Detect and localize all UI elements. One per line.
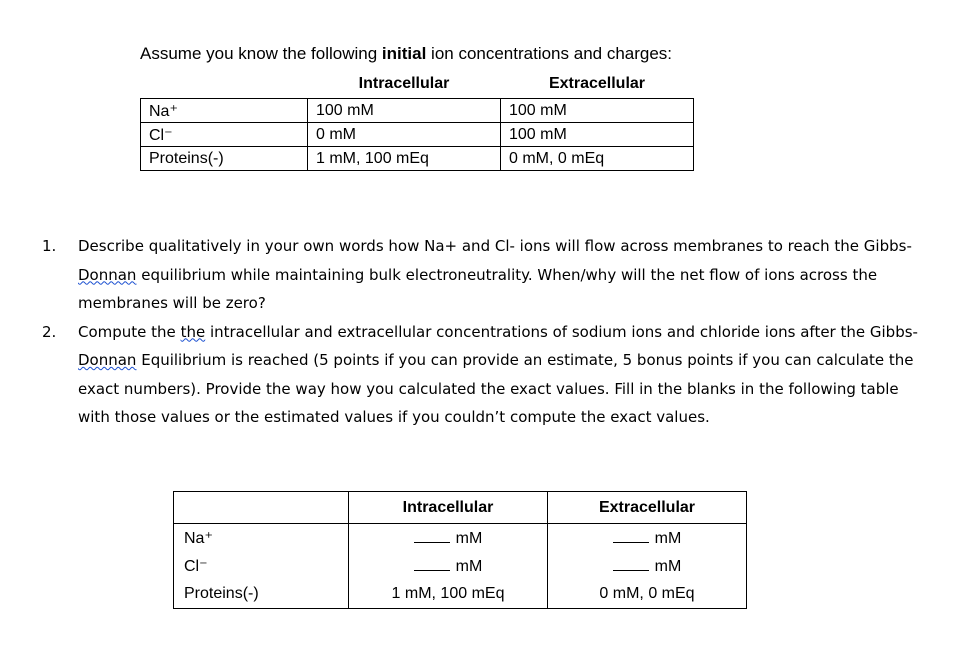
intro-text-before: Assume you know the following [140, 44, 382, 63]
table1-row-sodium [141, 99, 694, 123]
table1-proteins-intra: 1 mM, 100 mEq [308, 147, 501, 171]
table1-row-chloride [141, 123, 694, 147]
table2-proteins-extra: 0 mM, 0 mEq [599, 585, 695, 602]
table1-header-intracellular: Intracellular [358, 75, 450, 92]
question-1-text-b: equilibrium while maintaining bulk electroneutrality. When/why will the net flow of ions across the membranes will be zero? [78, 265, 878, 312]
question-list [42, 232, 922, 432]
fill-in-blank[interactable] [414, 528, 450, 543]
table2-chloride-extra-unit: mM [654, 558, 682, 575]
table1-label-chloride: Cl⁻ [141, 123, 308, 147]
fill-in-blank[interactable] [613, 528, 649, 543]
table1-sodium-extra: 100 mM [501, 99, 694, 123]
table1-header-extracellular: Extracellular [548, 75, 646, 92]
intro-sentence [140, 44, 672, 64]
question-2-text-a: Compute the [78, 322, 181, 341]
question-1-number: 1. [42, 237, 57, 255]
table2-chloride-intra-unit: mM [455, 558, 483, 575]
table2-header-row [174, 492, 747, 524]
table2-chloride-intra-cell[interactable] [349, 552, 548, 580]
question-2-spellcheck-word: Donnan [78, 351, 137, 369]
table2-sodium-intra-unit: mM [455, 530, 483, 547]
fill-in-blank[interactable] [613, 556, 649, 571]
table2-sodium-extra-unit: mM [654, 530, 682, 547]
table2-row-chloride [174, 552, 747, 580]
table2-label-sodium: Na⁺ [174, 524, 349, 553]
answer-table [173, 491, 747, 609]
table1-chloride-extra: 100 mM [501, 123, 694, 147]
table1-row-proteins [141, 147, 694, 171]
question-2-text-b: intracellular and extracellular concentrations of sodium ions and chloride ions after the Gibbs- [205, 322, 918, 341]
initial-concentrations-table [140, 70, 694, 171]
question-2-text-c: Equilibrium is reached (5 points if you can provide an estimate, 5 bonus points if you can calculate the exact numbers). Provide the way how you calculated the exact values. Fill in the blanks in the following table with those values or the estimated values if you couldn’t compute the exact values. [78, 351, 914, 426]
table1-header-row [141, 70, 694, 99]
table1-label-proteins: Proteins(-) [141, 147, 308, 171]
question-1-text-a: Describe qualitatively in your own words how Na+ and Cl- ions will flow across membranes to reach the Gibbs- [78, 237, 912, 255]
fill-in-blank[interactable] [414, 556, 450, 571]
question-2 [42, 318, 922, 432]
table2-sodium-intra-cell[interactable] [349, 524, 548, 553]
table1-sodium-intra: 100 mM [308, 99, 501, 123]
intro-bold-word: initial [381, 44, 427, 63]
table2-header-intracellular: Intracellular [349, 492, 548, 524]
table2-label-proteins: Proteins(-) [174, 580, 349, 609]
question-2-number: 2. [42, 322, 57, 341]
table2-proteins-intra: 1 mM, 100 mEq [349, 580, 548, 609]
table1-chloride-intra: 0 mM [308, 123, 501, 147]
table1-proteins-extra: 0 mM, 0 mEq [501, 147, 694, 171]
question-2-repeated-word: the [180, 322, 206, 341]
table2-header-extracellular: Extracellular [548, 492, 747, 524]
table2-chloride-extra-cell[interactable] [548, 552, 747, 580]
question-1 [42, 232, 922, 318]
table2-sodium-extra-cell[interactable] [548, 524, 747, 553]
table1-label-sodium: Na⁺ [141, 99, 308, 123]
question-1-spellcheck-word: Donnan [78, 265, 137, 284]
table2-row-proteins [174, 580, 747, 609]
intro-text-after: ion concentrations and charges: [426, 44, 673, 63]
table2-header-empty [174, 492, 349, 524]
table1-header-empty [141, 70, 308, 99]
table2-label-chloride: Cl⁻ [174, 552, 349, 580]
table2-row-sodium [174, 524, 747, 553]
